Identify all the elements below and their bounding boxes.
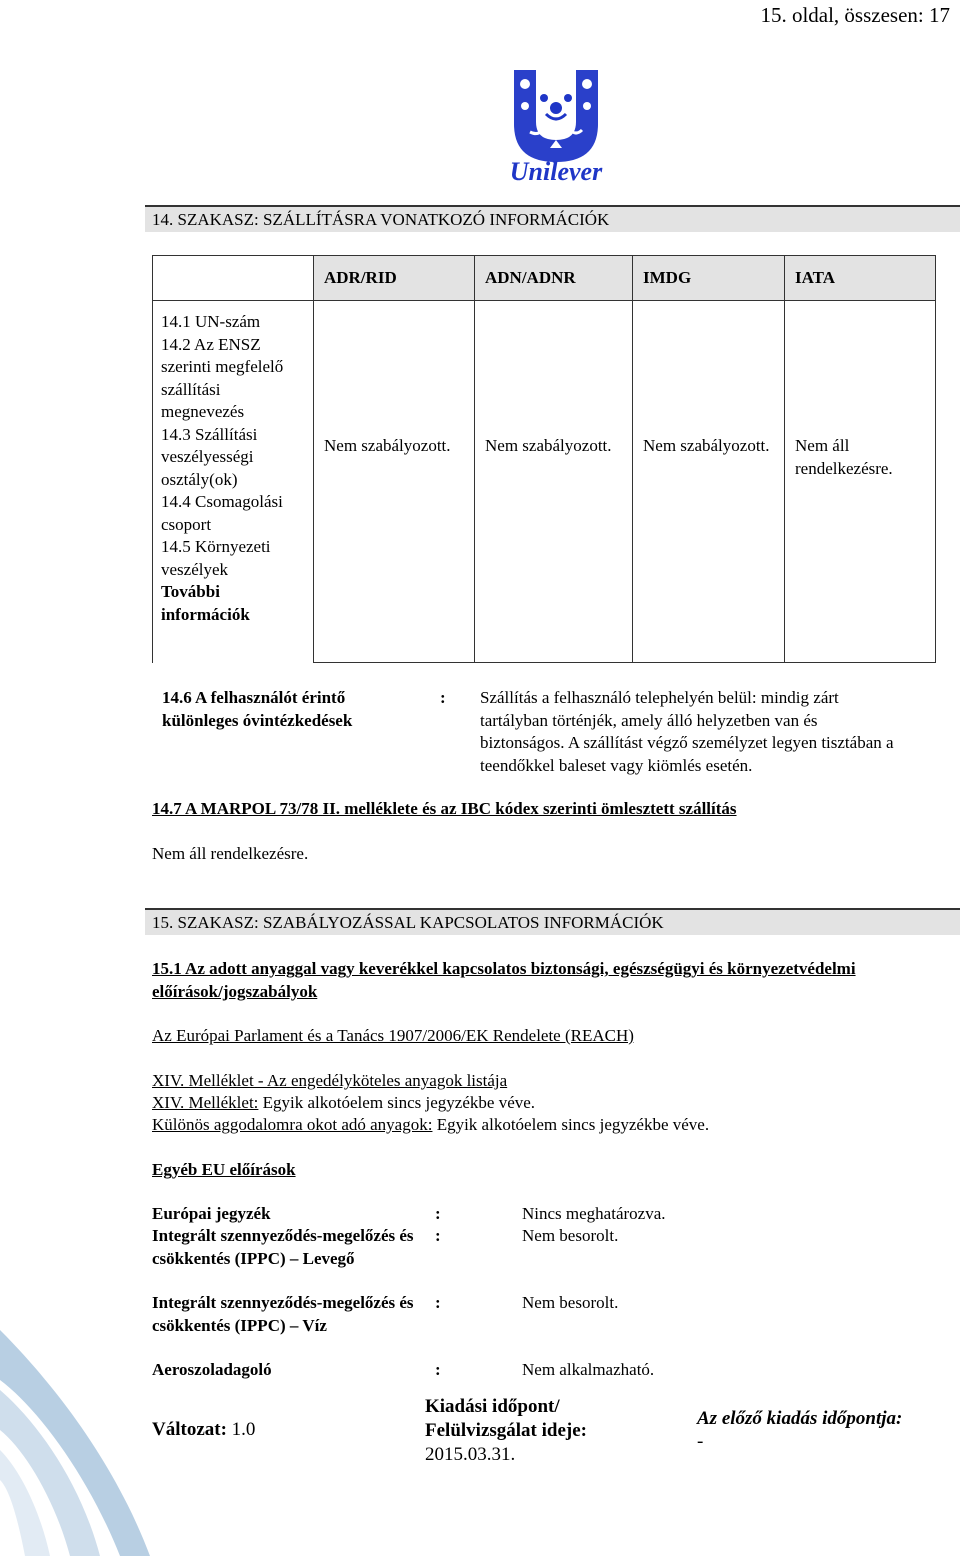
unilever-logo bbox=[500, 62, 612, 186]
svhc-value: Egyik alkotóelem sincs jegyzékbe véve. bbox=[432, 1115, 710, 1134]
table-corner-cell bbox=[153, 256, 314, 301]
s14-6-label: 14.6 A felhasználót érintő különleges óvintézkedések bbox=[162, 688, 353, 730]
col-header-adr: ADR/RID bbox=[314, 256, 475, 301]
annex14-b-value: Egyik alkotóelem sincs jegyzékbe véve. bbox=[258, 1093, 536, 1112]
s14-7-title: 14.7 A MARPOL 73/78 II. melléklete és az IBC kódex szerinti ömlesztett szállítás bbox=[152, 799, 737, 818]
table-header-row bbox=[153, 256, 936, 301]
col-header-adn: ADN/ADNR bbox=[475, 256, 633, 301]
section-14-title: 14. SZAKASZ: SZÁLLÍTÁSRA VONATKOZÓ INFORMÁCIÓK bbox=[145, 205, 960, 232]
footer-issue-label-2: Felülvizsgálat ideje: bbox=[425, 1420, 587, 1441]
footer-version bbox=[152, 1418, 255, 1442]
item-value: Nem besorolt. bbox=[522, 1293, 619, 1312]
s14-6-colon: : bbox=[440, 688, 446, 707]
item-key: Európai jegyzék bbox=[152, 1204, 271, 1223]
regulatory-list bbox=[152, 1203, 852, 1381]
list-item bbox=[152, 1292, 852, 1359]
col-header-iata: IATA bbox=[785, 256, 936, 301]
s14-6-text: Szállítás a felhasználó telephelyén belül: mindig zárt tartályban történjék, amely álló helyzetben van és biztonságos. A szállítást végző személyzet legyen tisztában a teendőkkel baleset vagy kiömlés esetén. bbox=[480, 688, 894, 775]
item-colon: : bbox=[435, 1226, 441, 1245]
value-adn: Nem szabályozott. bbox=[475, 301, 633, 663]
col-header-imdg: IMDG bbox=[633, 256, 785, 301]
item-key: Integrált szennyeződés-megelőzés és csökkentés (IPPC) – Víz bbox=[152, 1293, 414, 1335]
row-label: 14.2 Az ENSZ szerinti megfelelő szállítási megnevezés bbox=[161, 334, 284, 421]
item-value: Nem besorolt. bbox=[522, 1226, 619, 1245]
footer-prev-value: - bbox=[697, 1431, 704, 1452]
row-label: 14.5 Környezeti veszélyek bbox=[161, 537, 271, 579]
annex14-b bbox=[152, 1092, 535, 1115]
version-label: Változat: bbox=[152, 1419, 227, 1440]
decorative-swoosh bbox=[0, 1330, 150, 1556]
item-colon: : bbox=[435, 1204, 441, 1223]
page-indicator: 15. oldal, összesen: 17 bbox=[760, 3, 950, 27]
s15-1-title: 15.1 Az adott anyaggal vagy keverékkel kapcsolatos biztonsági, egészségügyi és környezetvédelmi előírások/jogszabályok bbox=[152, 959, 856, 1001]
value-adr: Nem szabályozott. bbox=[314, 301, 475, 663]
svg-text:Unilever: Unilever bbox=[509, 157, 603, 186]
svhc bbox=[152, 1114, 709, 1137]
version-value: 1.0 bbox=[231, 1419, 256, 1440]
table-row bbox=[153, 301, 936, 663]
list-item bbox=[152, 1359, 852, 1381]
item-key: Integrált szennyeződés-megelőzés és csökkentés (IPPC) – Levegő bbox=[152, 1226, 414, 1268]
item-colon: : bbox=[435, 1293, 441, 1312]
item-value: Nincs meghatározva. bbox=[522, 1204, 666, 1223]
row-label: 14.3 Szállítási veszélyességi osztály(ok) bbox=[161, 424, 258, 489]
transport-table bbox=[152, 255, 936, 663]
list-item bbox=[152, 1203, 852, 1225]
reach-text: Az Európai Parlament és a Tanács 1907/2006/EK Rendelete (REACH) bbox=[152, 1026, 634, 1045]
row-label: 14.1 UN-szám bbox=[161, 312, 261, 331]
list-item bbox=[152, 1225, 852, 1292]
item-key: Aeroszoladagoló bbox=[152, 1360, 272, 1379]
section-15-title: 15. SZAKASZ: SZABÁLYOZÁSSAL KAPCSOLATOS INFORMÁCIÓK bbox=[145, 908, 960, 935]
item-value: Nem alkalmazható. bbox=[522, 1360, 655, 1379]
row-label: További információk bbox=[161, 582, 250, 624]
row-labels-cell bbox=[153, 301, 314, 663]
item-colon: : bbox=[435, 1360, 441, 1379]
footer-issue-value: 2015.03.31. bbox=[425, 1444, 516, 1465]
value-iata: Nem áll rendelkezésre. bbox=[785, 301, 936, 663]
footer-prev-label: Az előző kiadás időpontja: bbox=[697, 1408, 903, 1429]
annex14-a: XIV. Melléklet - Az engedélyköteles anyagok listája bbox=[152, 1071, 508, 1090]
annex14-b-label: XIV. Melléklet: bbox=[152, 1093, 259, 1112]
value-imdg: Nem szabályozott. bbox=[633, 301, 785, 663]
eu-other-title: Egyéb EU előírások bbox=[152, 1160, 296, 1179]
s14-7-text: Nem áll rendelkezésre. bbox=[152, 844, 309, 863]
row-label: 14.4 Csomagolási csoport bbox=[161, 492, 283, 534]
svhc-label: Különös aggodalomra okot adó anyagok: bbox=[152, 1115, 433, 1134]
footer-issue-label-1: Kiadási időpont/ bbox=[425, 1396, 560, 1417]
